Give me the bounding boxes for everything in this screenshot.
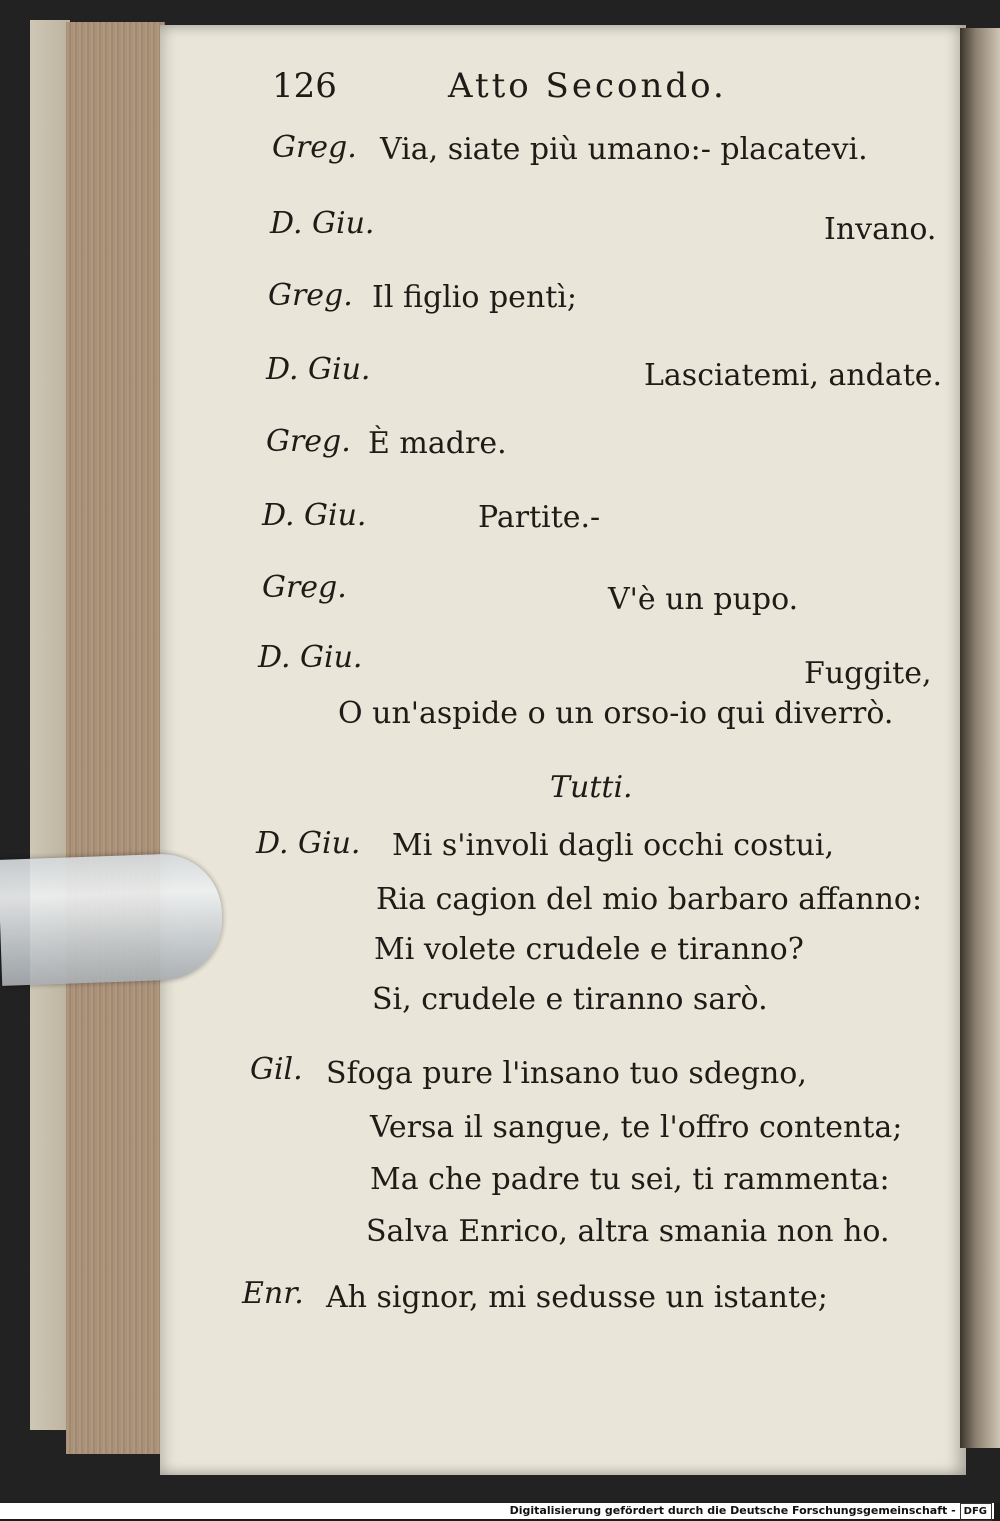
verse-line: Ah signor, mi sedusse un istante; — [326, 1280, 828, 1315]
dialogue-text: Fuggite, — [804, 656, 932, 691]
ensemble-heading: Tutti. — [550, 770, 633, 805]
dfg-logo: DFG — [960, 1503, 992, 1521]
speaker-label: Greg. — [268, 278, 353, 313]
speaker-label: Enr. — [242, 1276, 304, 1311]
dialogue-text: V'è un pupo. — [608, 582, 799, 617]
speaker-label: D. Giu. — [262, 498, 367, 533]
verse-line: Mi volete crudele e tiranno? — [374, 932, 804, 967]
speaker-label: D. Giu. — [256, 826, 361, 861]
dialogue-text: È madre. — [368, 426, 507, 461]
speaker-label: Greg. — [266, 424, 351, 459]
dialogue-text: Lasciatemi, andate. — [644, 358, 943, 393]
verse-line: Ma che padre tu sei, ti rammenta: — [370, 1162, 890, 1197]
speaker-label: Greg. — [272, 130, 357, 165]
footer-bar — [0, 1503, 994, 1519]
dialogue-text: O un'aspide o un orso-io qui diverrò. — [338, 696, 894, 731]
page-edges — [66, 22, 165, 1454]
verse-line: Versa il sangue, te l'offro contenta; — [370, 1110, 903, 1145]
speaker-label: Greg. — [262, 570, 347, 605]
dialogue-text: Via, siate più umano:- placatevi. — [380, 132, 868, 167]
speaker-label: D. Giu. — [270, 206, 375, 241]
speaker-label: D. Giu. — [266, 352, 371, 387]
verse-line: Si, crudele e tiranno sarò. — [372, 982, 768, 1017]
verse-line: Sfoga pure l'insano tuo sdegno, — [326, 1056, 807, 1091]
speaker-label: D. Giu. — [258, 640, 363, 675]
funding-notice: Digitalisierung gefördert durch die Deutsche Forschungsgemeinschaft - — [509, 1504, 956, 1517]
dialogue-text: Il figlio pentì; — [372, 280, 578, 315]
verse-line: Mi s'involi dagli occhi costui, — [392, 828, 835, 863]
dialogue-text: Invano. — [824, 212, 937, 247]
glass-bookmark — [0, 852, 224, 986]
speaker-label: Gil. — [250, 1052, 303, 1087]
page-number: 126 — [272, 66, 337, 106]
page-heading: Atto Secondo. — [448, 66, 727, 106]
facing-page-edge — [960, 28, 1000, 1448]
verse-line: Ria cagion del mio barbaro affanno: — [376, 882, 923, 917]
book-left-edge — [30, 20, 70, 1430]
dialogue-text: Partite.- — [478, 500, 601, 535]
verse-line: Salva Enrico, altra smania non ho. — [366, 1214, 890, 1249]
